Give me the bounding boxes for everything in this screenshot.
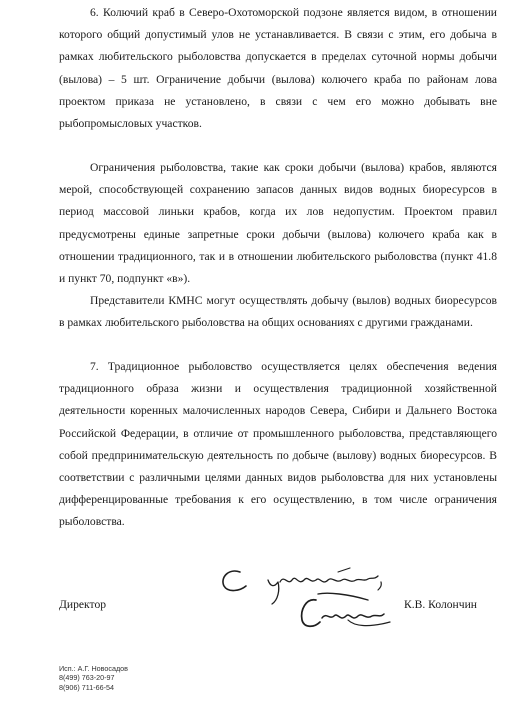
executor-info <box>59 664 128 692</box>
paragraph-restrictions: Ограничения рыболовства, такие как сроки добычи (вылова) крабов, являются мерой, способствующей сохранению запасов данных видов водных биоресурсов в период массовой линьки крабов, когда их лов недопустим. Проектом правил предусмотрены единые запретные сроки добычи (вылова) колючего краба как в отношении традиционного, так и в отношении любительского рыболовства (пункт 41.8 и пункт 70, подпункт «в»). <box>59 161 497 286</box>
executor-phone-2: 8(906) 711-66-54 <box>59 682 115 692</box>
signer-title: Директор <box>59 598 107 611</box>
handwritten-signature <box>218 560 408 650</box>
executor-name: Исп.: А.Г. Новосадов <box>59 664 128 673</box>
executor-phone-1: 8(499) 763-20-97 <box>59 673 115 683</box>
signer-name: К.В. Колончин <box>404 598 477 611</box>
paragraph-kmns: Представители КМНС могут осуществлять добычу (вылов) водных биоресурсов в рамках любительского рыболовства на общих основаниях с другими гражданами. <box>59 294 497 330</box>
paragraph-7: 7. Традиционное рыболовство осуществляется целях обеспечения ведения традиционного образа жизни и осуществления традиционной хозяйственной деятельности коренных малочисленных народов Севера, Сибири и Дальнего Востока Российской Федерации, в отличие от промышленного рыболовства, представляющего собой предпринимательскую деятельность по добыче (вылову) водных биоресурсов. В соответствии с различными целями данных видов рыболовства для них установлены дифференцированные требования к его осуществлению, в том числе ограничения рыболовства. <box>59 360 497 529</box>
paragraph-6: 6. Колючий краб в Северо-Охотоморской подзоне является видом, в отношении которого общий допустимый улов не устанавливается. В связи с этим, его добыча в рамках любительского рыболовства допускается в пределах суточной нормы добычи (вылова) – 5 шт. Ограничение добычи (вылова) колючего краба по районам лова проектом приказа не установлено, в связи с чем его можно добывать вне рыбопромысловых участков. <box>59 6 497 131</box>
